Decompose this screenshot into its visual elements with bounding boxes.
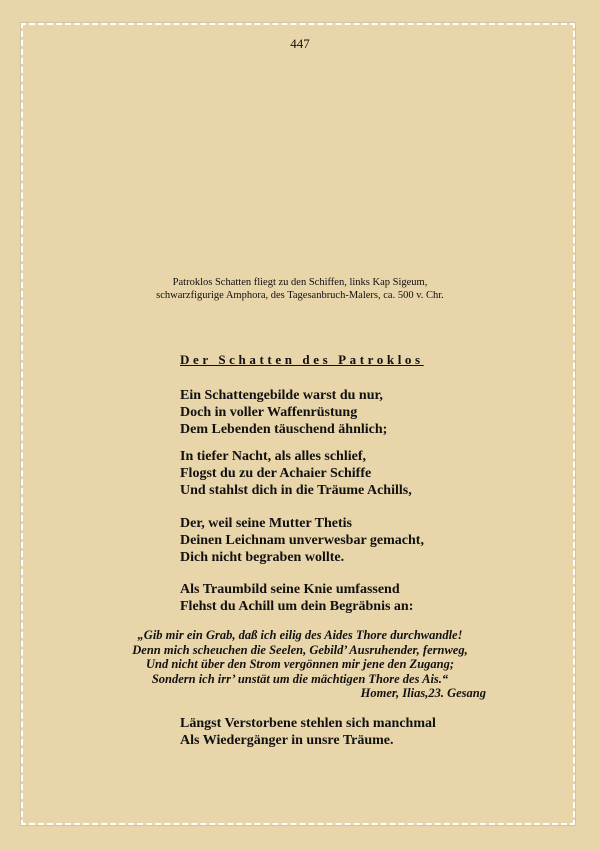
quote-attribution: Homer, Ilias,23. Gesang	[360, 686, 486, 700]
poem-line: Flehst du Achill um dein Begräbnis an:	[180, 599, 414, 614]
poem-line: Dich nicht begraben wollte.	[180, 550, 345, 565]
stanza-1	[180, 387, 387, 438]
final-stanza	[180, 715, 436, 749]
caption-line: schwarzfigurige Amphora, des Tagesanbruch-Malers, ca. 500 v. Chr.	[156, 290, 444, 301]
poem-line: Längst Verstorbene stehlen sich manchmal	[180, 716, 436, 731]
poem-line: Als Traumbild seine Knie umfassend	[180, 582, 400, 597]
poem-line: Als Wiedergänger in unsre Träume.	[180, 733, 394, 748]
poem-line: In tiefer Nacht, als alles schlief,	[180, 449, 366, 464]
poem-line: Und stahlst dich in die Träume Achills,	[180, 483, 412, 498]
stanza-3	[180, 515, 424, 566]
poem-title: Der Schatten des Patroklos	[180, 352, 424, 367]
quote-line: Sondern ich irr’ unstät um die mächtigen Thore des Ais.“	[151, 671, 449, 686]
stanza-2	[180, 448, 412, 499]
page-number: 447	[290, 36, 310, 51]
caption-line: Patroklos Schatten fliegt zu den Schiffen, links Kap Sigeum,	[172, 277, 428, 288]
quote-line: Und nicht über den Strom vergönnen mir jene den Zugang;	[145, 657, 455, 671]
poem-line: Doch in voller Waffenrüstung	[180, 405, 358, 420]
quote-line: Denn mich scheuchen die Seelen, Gebild’ Ausruhender, fernweg,	[132, 642, 468, 657]
poem-line: Ein Schattengebilde warst du nur,	[180, 388, 383, 403]
poem-line: Der, weil seine Mutter Thetis	[180, 516, 352, 531]
poem-line: Dem Lebenden täuschend ähnlich;	[180, 422, 388, 437]
image-caption	[0, 276, 600, 302]
quote-line: „Gib mir ein Grab, daß ich eilig des Aides Thore durchwandle!	[137, 628, 463, 642]
stanza-4	[180, 581, 413, 615]
homer-quote	[0, 628, 600, 701]
poem-line: Flogst du zu der Achaier Schiffe	[180, 466, 372, 481]
poem-line: Deinen Leichnam unverwesbar gemacht,	[180, 533, 424, 548]
